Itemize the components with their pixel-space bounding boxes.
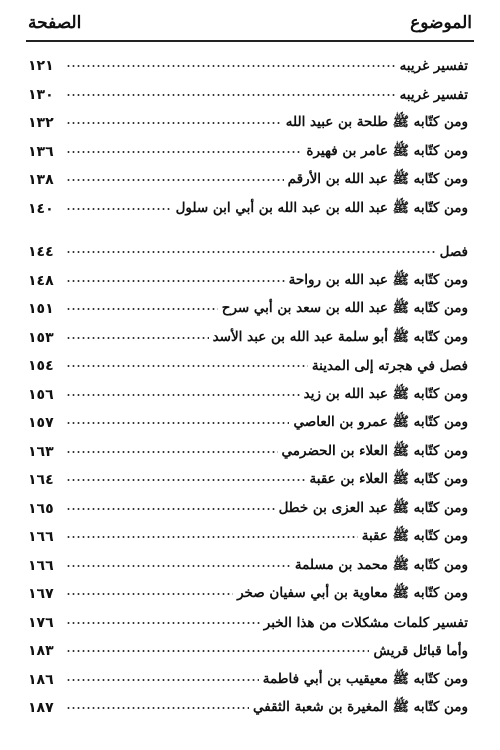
dot-leader [66, 475, 306, 485]
entry-page-number: ١٦٥ [28, 500, 54, 517]
page-column-heading: الصفحة [28, 13, 82, 33]
entry-page-number: ١٥٦ [28, 386, 54, 403]
entry-page-number: ١٣٢ [28, 115, 54, 132]
entry-title: ومن كتّابه ﷺ عبد الله بن الأرقم [287, 171, 468, 188]
toc-entry [28, 352, 468, 381]
entry-title: ومن كتّابه ﷺ أبو سلمة عبد الله بن عبد الأسد [212, 328, 468, 345]
topic-column-heading: الموضوع [410, 13, 472, 33]
entry-page-number: ١٦٦ [28, 529, 54, 546]
toc-entry [28, 523, 468, 552]
toc-entry [28, 609, 468, 638]
toc-list [28, 52, 468, 723]
dot-leader [66, 175, 284, 185]
dot-leader [66, 390, 300, 400]
toc-entry [28, 324, 468, 353]
toc-entry [28, 267, 468, 296]
entry-page-number: ١٦٧ [28, 586, 54, 603]
toc-entry [28, 438, 468, 467]
toc-entry [28, 295, 468, 324]
dot-leader [66, 276, 285, 286]
entry-page-number: ١٦٣ [28, 443, 54, 460]
toc-entry [28, 381, 468, 410]
entry-title: تفسير غريبه [399, 58, 468, 75]
dot-leader [66, 532, 358, 542]
entry-title: تفسير غريبه [399, 86, 468, 103]
dot-leader [66, 675, 259, 685]
toc-entry [28, 666, 468, 695]
entry-title: ومن كتّابه ﷺ معيقيب بن أبي فاطمة [262, 670, 468, 687]
dot-leader [66, 447, 278, 457]
dot-leader [66, 304, 218, 314]
toc-entry [28, 238, 468, 267]
entry-title: ومن كتّابه ﷺ عبد الله بن زيد [303, 385, 468, 402]
toc-entry [28, 580, 468, 609]
dot-leader [66, 204, 172, 214]
toc-entry [28, 166, 468, 195]
entry-page-number: ١٦٤ [28, 472, 54, 489]
entry-title: وأما قبائل قريش [373, 643, 468, 660]
dot-leader [66, 333, 209, 343]
dot-leader [66, 90, 396, 100]
dot-leader [66, 504, 275, 514]
entry-page-number: ١٧٦ [28, 614, 54, 631]
toc-header [28, 8, 472, 38]
entry-title: ومن كتّابه ﷺ عبد الله بن عبد الله بن أبي ابن سلول [175, 199, 468, 216]
entry-page-number: ١٣٦ [28, 143, 54, 160]
entry-page-number: ١٥١ [28, 301, 54, 318]
dot-leader [66, 118, 282, 128]
dot-leader [66, 147, 302, 157]
entry-title: ومن كتّابه ﷺ محمد بن مسلمة [294, 556, 468, 573]
entry-title: ومن كتّابه ﷺ عبد العزى بن خطل [278, 499, 468, 516]
toc-entry [28, 552, 468, 581]
entry-page-number: ١٤٨ [28, 272, 54, 289]
entry-title: ومن كتّابه ﷺ عبد الله بن رواحة [288, 271, 468, 288]
dot-leader [66, 61, 396, 71]
toc-entry [28, 495, 468, 524]
entry-title: فصل في هجرته إلى المدينة [311, 358, 468, 375]
entry-page-number: ١٢١ [28, 58, 54, 75]
toc-entry [28, 81, 468, 110]
entry-page-number: ١٨٣ [28, 643, 54, 660]
entry-title: ومن كتّابه ﷺ العلاء بن الحضرمي [281, 442, 468, 459]
entry-page-number: ١٦٦ [28, 557, 54, 574]
dot-leader [66, 618, 260, 628]
entry-page-number: ١٣٨ [28, 172, 54, 189]
toc-entry [28, 138, 468, 167]
dot-leader [66, 589, 233, 599]
toc-entry [28, 195, 468, 224]
dot-leader [66, 703, 249, 713]
entry-title: فصل [439, 244, 468, 261]
entry-page-number: ١٥٧ [28, 415, 54, 432]
entry-title: تفسير كلمات مشكلات من هذا الخبر [263, 614, 468, 631]
toc-entry [28, 694, 468, 723]
entry-title: ومن كتّابه ﷺ عقبة [361, 528, 468, 545]
entry-title: ومن كتّابه ﷺ عامر بن فهيرة [306, 142, 468, 159]
toc-entry [28, 466, 468, 495]
toc-entry [28, 109, 468, 138]
entry-page-number: ١٤٤ [28, 244, 54, 261]
entry-page-number: ١٥٤ [28, 358, 54, 375]
toc-entry [28, 637, 468, 666]
entry-page-number: ١٣٠ [28, 86, 54, 103]
dot-leader [66, 561, 291, 571]
dot-leader [66, 361, 308, 371]
entry-title: ومن كتّابه ﷺ العلاء بن عقبة [309, 471, 468, 488]
entry-title: ومن كتّابه ﷺ عبد الله بن سعد بن أبي سرح [221, 300, 468, 317]
toc-entry [28, 409, 468, 438]
dot-leader [66, 418, 289, 428]
entry-title: ومن كتّابه ﷺ عمرو بن العاصي [293, 414, 468, 431]
entry-title: ومن كتّابه ﷺ معاوية بن أبي سفيان صخر [237, 585, 468, 602]
dot-leader [66, 247, 436, 257]
entry-title: ومن كتّابه ﷺ المغيرة بن شعبة الثقفي [253, 699, 468, 716]
header-rule [26, 40, 474, 42]
entry-page-number: ١٥٣ [28, 329, 54, 346]
entry-page-number: ١٤٠ [28, 200, 54, 217]
entry-page-number: ١٨٦ [28, 671, 54, 688]
entry-title: ومن كتّابه ﷺ طلحة بن عبيد الله [285, 114, 468, 131]
entry-page-number: ١٨٧ [28, 700, 54, 717]
toc-entry [28, 52, 468, 81]
dot-leader [66, 646, 369, 656]
